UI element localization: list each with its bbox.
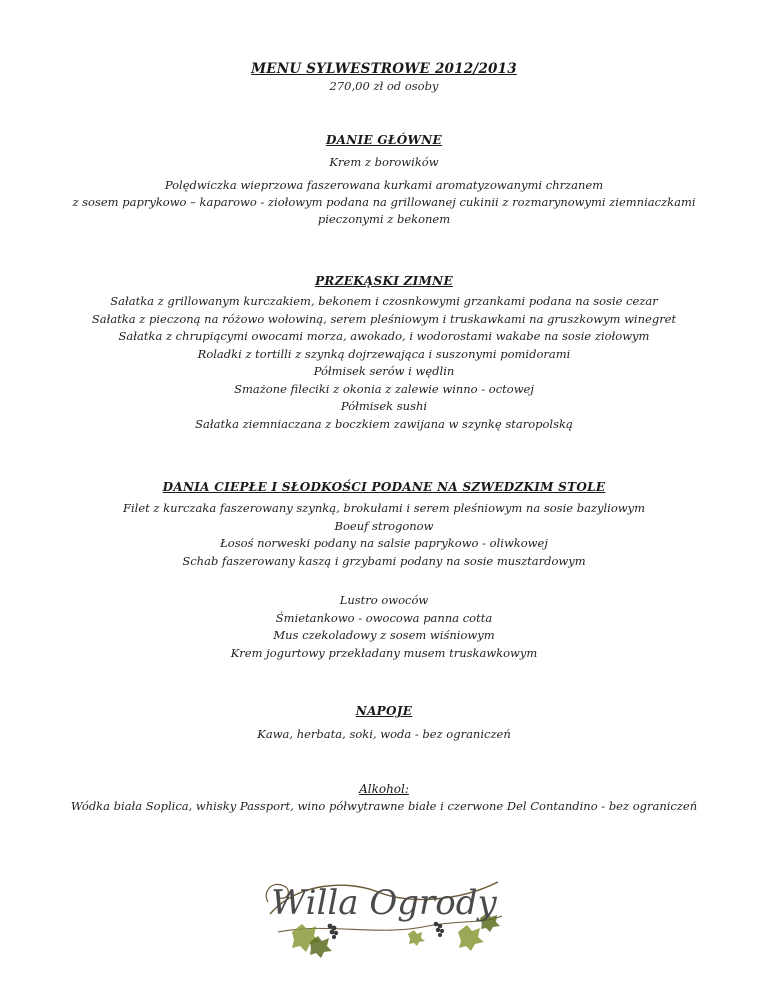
- section-title-warm: DANIA CIEPŁE I SŁODKOŚCI PODANE NA SZWEDZKIM STOLE: [162, 480, 606, 494]
- section-title-drinks: NAPOJE: [355, 704, 413, 718]
- dessert-item: Krem jogurtowy przekładany musem truskawkowym: [230, 645, 538, 660]
- drink-item: Kawa, herbata, soki, woda - bez ograniczeń: [257, 727, 511, 741]
- section-desserts: [40, 592, 728, 662]
- section-title-alcohol: Alkohol:: [359, 782, 409, 796]
- menu-item: Sałatka z grillowanym kurczakiem, bekonem i czosnkowymi grzankami podana na sosie cezar: [110, 294, 658, 308]
- section-title-cold: PRZEKĄSKI ZIMNE: [315, 274, 453, 288]
- section-alcohol: [40, 781, 728, 816]
- menu-item: Boeuf strogonow: [334, 518, 434, 533]
- menu-item: Roladki z tortilli z szynką dojrzewająca i suszonymi pomidorami: [197, 346, 571, 361]
- section-warm-dishes: [40, 479, 728, 570]
- menu-item: Filet z kurczaka faszerowany szynką, brokułami i serem pleśniowym na sosie bazyliowym: [122, 501, 646, 515]
- menu-item: Półmisek serów i wędlin: [313, 364, 455, 378]
- alcohol-item: Wódka biała Soplica, whisky Passport, wino półwytrawne białe i czerwone Del Contandino - bez ograniczeń: [70, 799, 698, 813]
- section-cold-appetizers: [40, 273, 728, 433]
- menu-item: Polędwiczka wieprzowa faszerowana kurkami aromatyzowanymi chrzanem: [164, 177, 604, 192]
- menu-item: Łosoś norweski podany na salsie paprykowo - oliwkowej: [220, 536, 548, 550]
- section-drinks: [40, 703, 728, 744]
- menu-header: [40, 60, 728, 94]
- dessert-item: Lustro owoców: [339, 593, 429, 607]
- menu-item: z sosem paprykowo – kaparowo - ziołowym podana na grillowanej cukinii z rozmarynowymi ziemniaczkami pieczonymi z bekonem: [72, 195, 696, 226]
- logo-text: Willa Ogrody: [271, 883, 497, 923]
- section-main-course: [40, 132, 728, 228]
- willa-ogrody-logo: [258, 862, 510, 960]
- dessert-item: Mus czekoladowy z sosem wiśniowym: [273, 628, 495, 642]
- menu-title: MENU SYLWESTROWE 2012/2013: [251, 61, 517, 77]
- menu-item: Sałatka z chrupiącymi owocami morza, awokado, i wodorostami wakabe na sosie ziołowym: [118, 329, 650, 343]
- vine-leaf-icon: [408, 930, 425, 946]
- dessert-item: Śmietankowo - owocowa panna cotta: [275, 610, 493, 625]
- vine-leaf-icon: [458, 925, 484, 951]
- section-title-main: DANIE GŁÓWNE: [325, 133, 443, 147]
- menu-item: Schab faszerowany kaszą i grzybami podany na sosie musztardowym: [182, 553, 586, 568]
- menu-price: 270,00 zł od osoby: [329, 79, 439, 93]
- menu-item: Krem z borowików: [329, 155, 439, 169]
- menu-item: Sałatka z pieczoną na różowo wołowiną, serem pleśniowym i truskawkami na gruszkowym winegret: [91, 311, 677, 326]
- menu-item: Półmisek sushi: [340, 399, 428, 413]
- menu-item: Sałatka ziemniaczana z boczkiem zawijana w szynkę staropolską: [195, 416, 573, 431]
- menu-item: Smażone fileciki z okonia z zalewie winno - octowej: [234, 381, 534, 396]
